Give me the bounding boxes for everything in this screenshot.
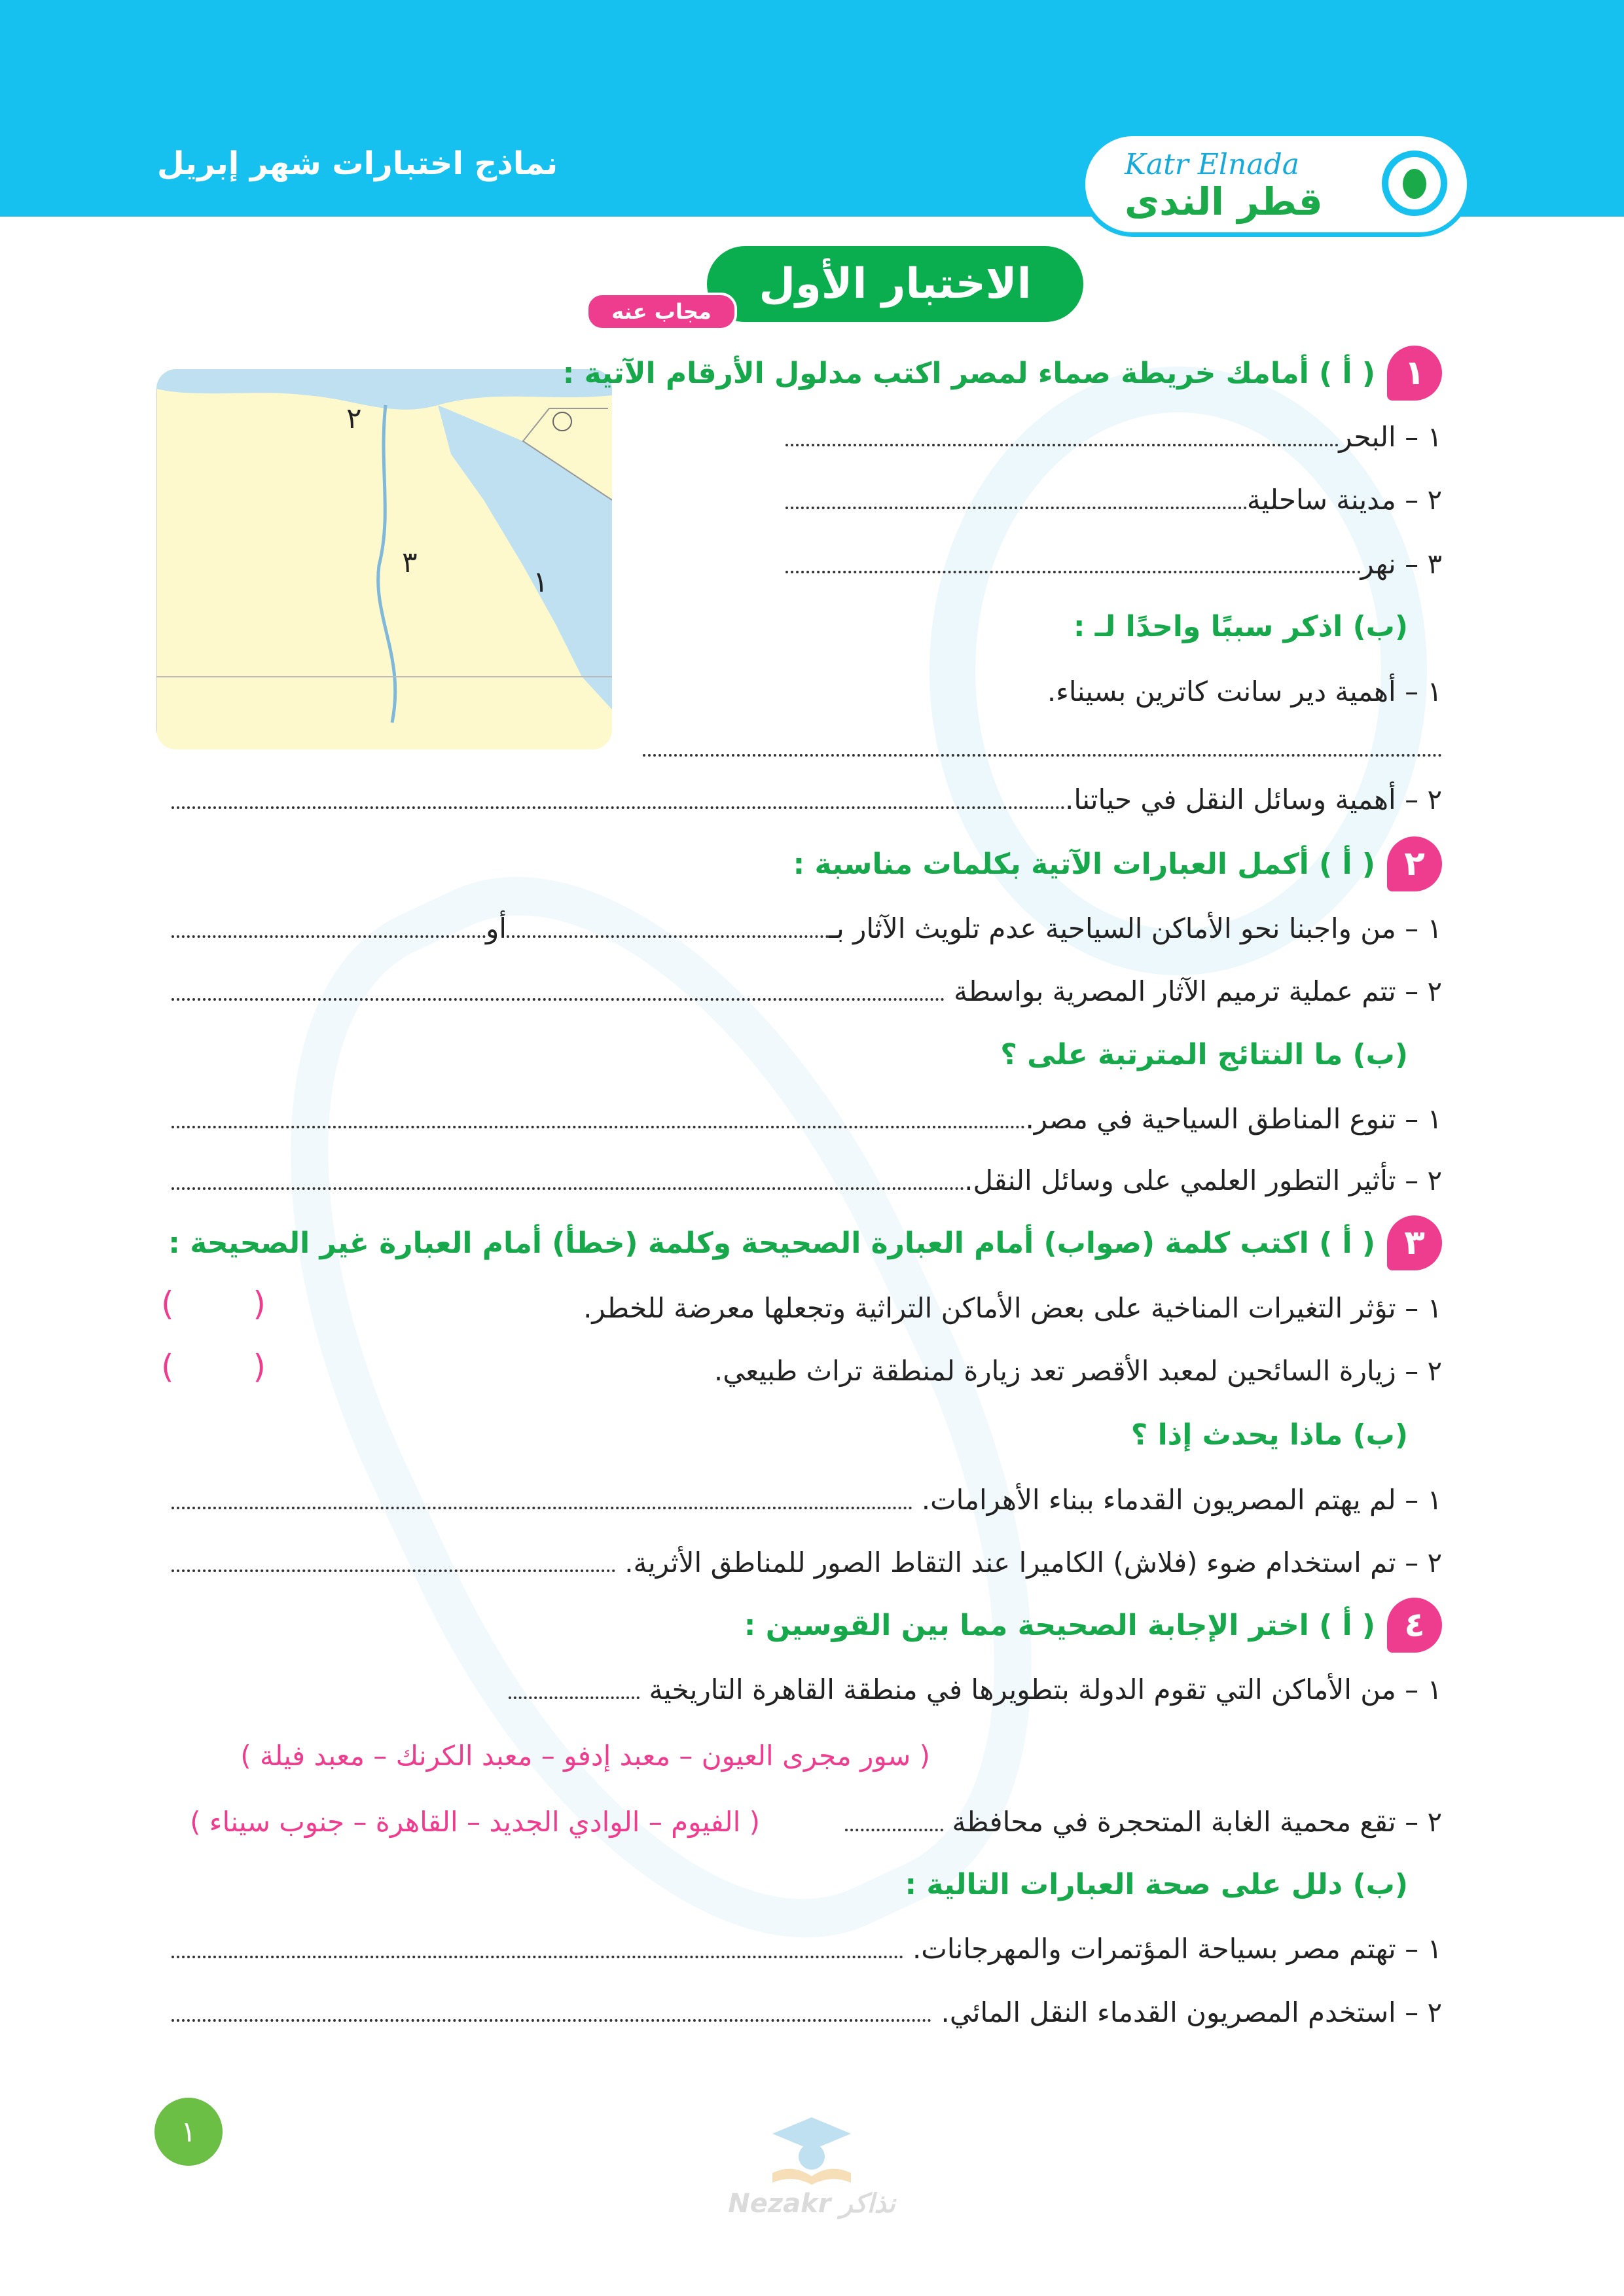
answer-blank[interactable] xyxy=(785,507,1247,509)
map-label-2: ٢ xyxy=(346,402,362,435)
q2-a-item xyxy=(171,905,1442,951)
header-title: نماذج اختبارات شهر إبريل xyxy=(157,145,558,182)
paren: ) xyxy=(253,1285,266,1323)
q1-b-item xyxy=(171,776,1442,822)
answer-blank[interactable] xyxy=(171,1507,912,1509)
item-text: ٢ – تقع محمية الغابة المتحجرة في محافظة xyxy=(952,1805,1442,1838)
answer-blank[interactable] xyxy=(785,444,1339,446)
q1-a-heading: ( أ ) أمامك خريطة صماء لمصر اكتب مدلول الأرقام الآتية : xyxy=(562,356,1375,390)
item-text: ٢ – تم استخدام ضوء (فلاش) الكاميرا عند التقاط الصور للمناطق الأثرية. xyxy=(624,1546,1442,1579)
q4-choices: ( سور مجرى العيون – معبد إدفو – معبد الكرنك – معبد فيلة ) xyxy=(240,1739,930,1772)
q4-b-item xyxy=(171,1926,1442,1971)
question-number-badge: ٢ xyxy=(1387,836,1442,891)
answer-blank[interactable] xyxy=(643,754,1442,757)
q3-a-heading-row xyxy=(168,1220,1442,1266)
q4-a-item xyxy=(845,1799,1442,1844)
watermark xyxy=(159,778,1163,2036)
drop-icon xyxy=(1382,151,1447,216)
map-label-3: ٣ xyxy=(402,546,418,579)
item-text: ١ – البحر xyxy=(1339,420,1442,453)
answer-blank[interactable] xyxy=(171,1570,615,1572)
q2-b-heading: (ب) ما النتائج المترتبة على ؟ xyxy=(1000,1037,1408,1071)
answer-blank[interactable] xyxy=(509,1696,640,1699)
item-text: ١ – تنوع المناطق السياحية في مصر. xyxy=(1025,1102,1442,1135)
answer-blank[interactable] xyxy=(171,935,486,938)
answer-blank[interactable] xyxy=(845,1829,943,1831)
item-text: ٢ – استخدم المصريون القدماء النقل المائي. xyxy=(941,1996,1442,2028)
q1-b-item: ١ – أهمية دير سانت كاترين بسيناء. xyxy=(1047,675,1442,708)
item-text: ١ – لم يهتم المصريون القدماء ببناء الأهرامات. xyxy=(921,1483,1442,1516)
q2-a-heading-row xyxy=(793,841,1442,887)
q4-a-item xyxy=(509,1666,1442,1712)
question-number-badge: ١ xyxy=(1387,346,1442,401)
footer-brand-logo xyxy=(720,2114,903,2238)
item-text: ٣ – نهر xyxy=(1360,547,1442,580)
q1-a-item xyxy=(785,541,1442,586)
q4-b-heading: (ب) دلل على صحة العبارات التالية : xyxy=(905,1867,1408,1901)
or-word: أو xyxy=(486,912,507,944)
q1-a-heading-row xyxy=(563,350,1442,396)
q1-b-answer-line xyxy=(643,724,1442,770)
exam-title: الاختبار الأول xyxy=(707,246,1083,322)
logo-arabic-text: قطر الندى xyxy=(1125,179,1323,224)
q4-a-heading: ( أ ) اختر الإجابة الصحيحة مما بين القوسين : xyxy=(744,1608,1375,1642)
paren: ( xyxy=(161,1285,174,1323)
item-text: ١ – من واجبنا نحو الأماكن السياحية عدم تلويث الآثار بـ xyxy=(828,912,1442,944)
item-text: ٢ – مدينة ساحلية xyxy=(1246,483,1442,516)
answer-blank[interactable] xyxy=(171,2019,931,2022)
page-header xyxy=(0,0,1624,224)
q4-choices: ( الفيوم – الوادي الجديد – القاهرة – جنوب سيناء ) xyxy=(190,1805,760,1838)
q1-a-item xyxy=(785,476,1442,522)
q3-a-item: ١ – تؤثر التغيرات المناخية على بعض الأماكن التراثية وتجعلها معرضة للخطر. xyxy=(583,1291,1442,1324)
q2-b-item xyxy=(171,1157,1442,1203)
item-text: ٢ – أهمية وسائل النقل في حياتنا. xyxy=(1065,783,1442,816)
page-number: ١ xyxy=(154,2098,223,2166)
q1-b-heading: (ب) اذكر سببًا واحدًا لـ : xyxy=(1073,609,1408,643)
paren: ) xyxy=(253,1348,266,1386)
answer-blank[interactable] xyxy=(171,998,945,1001)
egypt-map xyxy=(156,369,612,749)
q2-a-heading: ( أ ) أكمل العبارات الآتية بكلمات مناسبة : xyxy=(793,847,1375,881)
answer-parentheses[interactable] xyxy=(161,1348,266,1386)
logo-latin-text: Katr Elnada xyxy=(1125,148,1299,181)
question-number-badge: ٣ xyxy=(1387,1215,1442,1270)
q4-b-item xyxy=(171,1989,1442,2035)
question-number-badge: ٤ xyxy=(1387,1598,1442,1653)
answer-blank[interactable] xyxy=(785,571,1361,573)
paren: ( xyxy=(161,1348,174,1386)
answer-blank[interactable] xyxy=(171,806,1065,809)
answer-blank[interactable] xyxy=(171,1956,903,1958)
answer-blank[interactable] xyxy=(171,1126,1025,1128)
item-text: ١ – تهتم مصر بسياحة المؤتمرات والمهرجانات. xyxy=(912,1932,1442,1965)
q3-a-item: ٢ – زيارة السائحين لمعبد الأقصر تعد زيارة لمنطقة تراث طبيعي. xyxy=(713,1354,1442,1387)
item-text: ١ – من الأماكن التي تقوم الدولة بتطويرها في منطقة القاهرة التاريخية xyxy=(649,1673,1442,1706)
answer-parentheses[interactable] xyxy=(161,1285,266,1323)
answer-blank[interactable] xyxy=(171,1187,964,1190)
footer-brand-text: Nezakr نذاكر xyxy=(728,2189,895,2219)
q2-b-item xyxy=(171,1096,1442,1141)
answered-badge: مجاب عنه xyxy=(586,293,737,331)
q3-b-item xyxy=(171,1539,1442,1585)
item-text: ٢ – تأثير التطور العلمي على وسائل النقل. xyxy=(964,1164,1442,1196)
q2-a-item xyxy=(171,968,1442,1014)
graduation-book-icon xyxy=(766,2114,857,2186)
brand-logo xyxy=(1081,132,1471,237)
item-text: ٢ – تتم عملية ترميم الآثار المصرية بواسطة xyxy=(954,975,1442,1007)
answer-blank[interactable] xyxy=(507,935,829,938)
q1-a-item xyxy=(785,414,1442,459)
q4-a-heading-row xyxy=(744,1602,1442,1648)
map-label-1: ١ xyxy=(533,565,549,599)
q3-b-heading: (ب) ماذا يحدث إذا ؟ xyxy=(1130,1418,1408,1452)
q3-a-heading: ( أ ) اكتب كلمة (صواب) أمام العبارة الصحيحة وكلمة (خطأ) أمام العبارة غير الصحيحة : xyxy=(168,1226,1375,1260)
q3-b-item xyxy=(171,1477,1442,1522)
